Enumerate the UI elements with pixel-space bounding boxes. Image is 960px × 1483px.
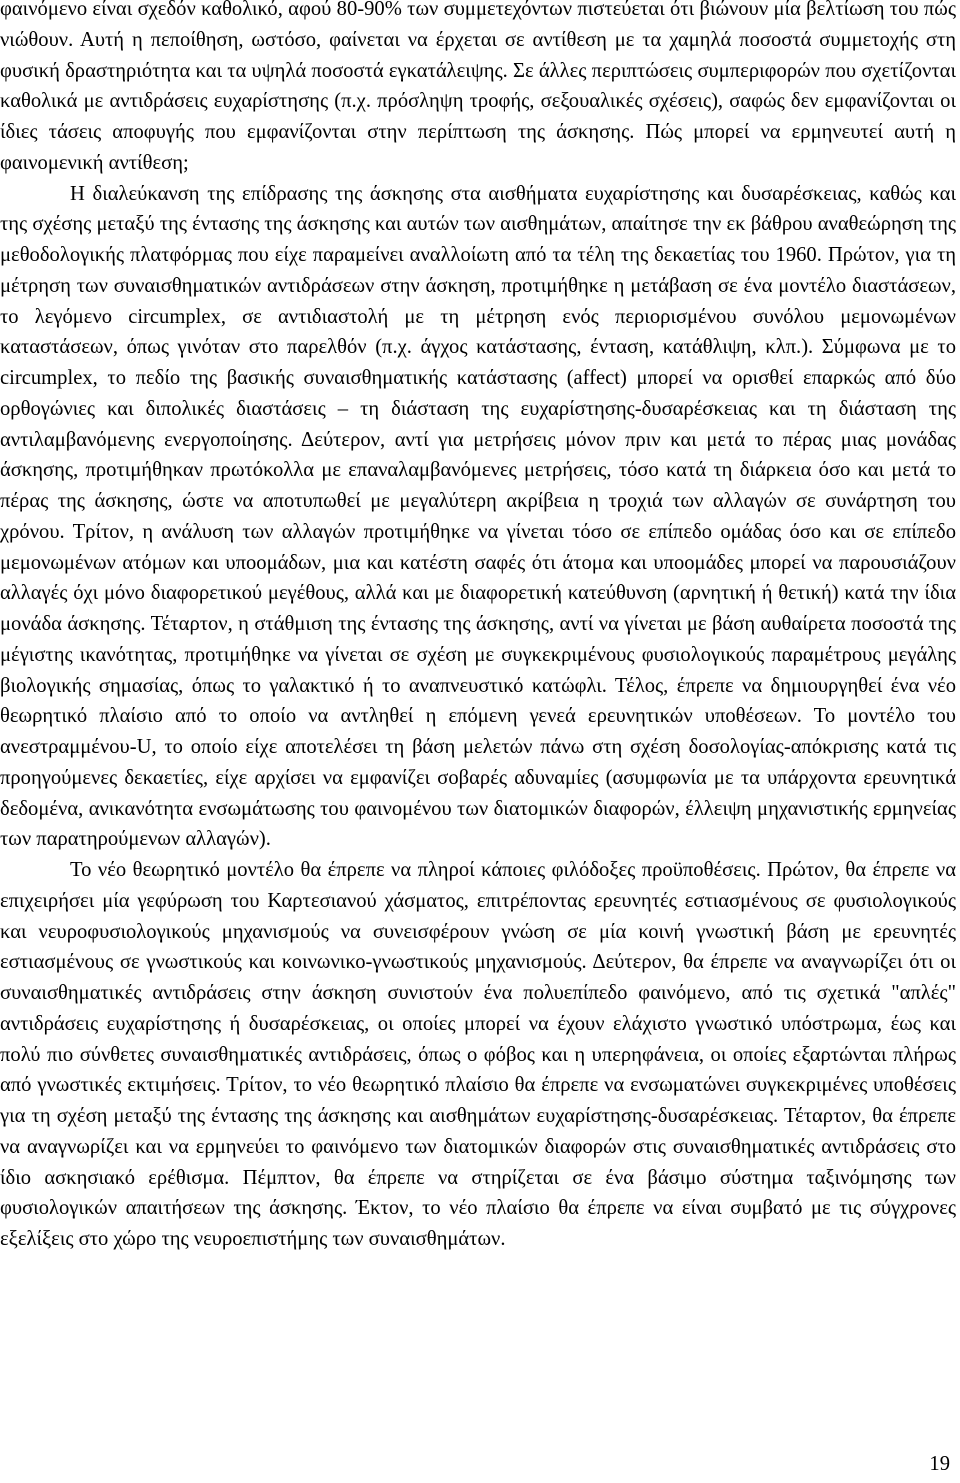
paragraph-2: Η διαλεύκανση της επίδρασης της άσκησης στα αισθήματα ευχαρίστησης και δυσαρέσκειας, καθώς και της σχέσης μεταξύ της έντασης της άσκησης και αυτών των αισθημάτων, απαίτησε την εκ βάθρου αναθεώρηση της μεθοδολογικής πλατφόρμας που είχε παραμείνει αναλλοίωτη από τα τέλη της δεκαετίας του 1960. Πρώτον, για τη μέτρηση των συναισθηματικών αντιδράσεων στην άσκηση, προτιμήθηκε η μετάβαση σε ένα μοντέλο διαστάσεων, το λεγόμενο circumplex, σε αντιδιαστολή με τη μέτρηση ενός περιορισμένου συνόλου μεμονωμένων καταστάσεων, όπως γινόταν στο παρελθόν (π.χ. άγχος κατάστασης, ένταση, κατάθλιψη, κλπ.). Σύμφωνα με το circumplex, το πεδίο της βασικής συναισθηματικής κατάστασης (affect) μπορεί να ορισθεί επαρκώς από δύο ορθογώνιες και διπολικές διαστάσεις – τη διάσταση της ευχαρίστησης-δυσαρέσκειας και τη διάσταση της αντιλαμβανόμενης ενεργοποίησης. Δεύτερον, αντί για μετρήσεις μόνον πριν και μετά το πέρας μιας μονάδας άσκησης, προτιμήθηκαν πρωτόκολλα με επαναλαμβανόμενες μετρήσεις, τόσο κατά τη διάρκεια όσο και μετά το πέρας της άσκησης, ώστε να αποτυπωθεί με μεγαλύτερη ακρίβεια η τροχιά των αλλαγών σε συνάρτηση του χρόνου. Τρίτον, η ανάλυση των αλλαγών προτιμήθηκε να γίνεται τόσο σε επίπεδο ομάδας όσο και σε επίπεδο μεμονωμένων ατόμων και υποομάδων, μια και κατέστη σαφές ότι άτομα και υποομάδες μπορεί να παρουσιάζουν αλλαγές όχι μόνο διαφορετικού μεγέθους, αλλά και με διαφορετική κατεύθυνση (αρνητική ή θετική) κατά την ίδια μονάδα άσκησης. Τέταρτον, η στάθμιση της έντασης της άσκησης, αντί να γίνεται με βάση αυθαίρετα ποσοστά της μέγιστης ικανότητας, προτιμήθηκε να γίνεται σε σχέση με συγκεκριμένους φυσιολογικούς παραμέτρους μεγάλης βιολογικής σημασίας, όπως το γαλακτικό ή το αναπνευστικό κατώφλι. Τέλος, έπρεπε να δημιουργηθεί ένα νέο θεωρητικό πλαίσιο από το οποίο να αντληθεί η επόμενη γενεά ερευνητικών υποθέσεων. Το μοντέλο του ανεστραμμένου-U, το οποίο είχε αποτελέσει τη βάση μελετών πάνω στη σχέση δοσολογίας-απόκρισης κατά τις προηγούμενες δεκαετίες, είχε αρχίσει να εμφανίζει σοβαρές αδυναμίες (ασυμφωνία με τα υπάρχοντα ερευνητικά δεδομένα, ανικανότητα ενσωμάτωσης του φαινομένου των διατομικών διαφορών, έλλειψη μηχανιστικής ερμηνείας των παρατηρούμενων αλλαγών). <box>0 182 956 851</box>
paragraph-3: Το νέο θεωρητικό μοντέλο θα έπρεπε να πληροί κάποιες φιλόδοξες προϋποθέσεις. Πρώτον, θα έπρεπε να επιχειρήσει μία γεφύρωση του Καρτεσιανού χάσματος, επιτρέποντας ερευνητές εστιασμένους σε φυσιολογικούς και νευροφυσιολογικούς μηχανισμούς να συνεισφέρουν γνώση σε μία κοινή γνωστική βάση με ερευνητές εστιασμένους σε γνωστικούς και κοινωνικο-γνωστικούς μηχανισμούς. Δεύτερον, θα έπρεπε να αναγνωρίζει ότι οι συναισθηματικές αντιδράσεις στην άσκηση συνιστούν ένα πολυεπίπεδο φαινόμενο, από τις σχετικά "απλές" αντιδράσεις ευχαρίστησης ή δυσαρέσκειας, οι οποίες μπορεί να έχουν ελάχιστο γνωστικό υπόστρωμα, έως και πολύ πιο σύνθετες συναισθηματικές αντιδράσεις, όπως ο φόβος και η υπερηφάνεια, οι οποίες εξαρτώνται πλήρως από γνωστικές εκτιμήσεις. Τρίτον, το νέο θεωρητικό πλαίσιο θα έπρεπε να ενσωματώνει συγκεκριμένες υποθέσεις για τη σχέση μεταξύ της έντασης της άσκησης και αισθημάτων ευχαρίστησης-δυσαρέσκειας. Τέταρτον, θα έπρεπε να αναγνωρίζει και να ερμηνεύει το φαινόμενο των διατομικών διαφορών στις συναισθηματικές αντιδράσεις στο ίδιο ασκησιακό ερέθισμα. Πέμπτον, θα έπρεπε να στηρίζεται σε ένα βάσιμο σύστημα ταξινόμησης των φυσιολογικών απαιτήσεων της άσκησης. Έκτον, το νέο πλαίσιο θα έπρεπε να είναι συμβατό με τις σύγχρονες εξελίξεις στο χώρο της νευροεπιστήμης των συναισθημάτων. <box>0 859 956 1250</box>
paragraph-1: φαινόμενο είναι σχεδόν καθολικό, αφού 80-90% των συμμετεχόντων πιστεύεται ότι βιώνουν μία βελτίωση του πώς νιώθουν. Αυτή η πεποίθηση, ωστόσο, φαίνεται να έρχεται σε αντίθεση με τα χαμηλά ποσοστά συμμετοχής στη φυσική δραστηριότητα και τα υψηλά ποσοστά εγκατάλειψης. Σε άλλες περιπτώσεις συμπεριφορών που σχετίζονται καθολικά με αντιδράσεις ευχαρίστησης (π.χ. πρόσληψη τροφής, σεξουαλικές σχέσεις), σαφώς δεν εμφανίζονται οι ίδιες τάσεις αποφυγής που εμφανίζονται στην περίπτωση της άσκησης. Πώς μπορεί να ερμηνευτεί αυτή η φαινομενική αντίθεση; <box>0 0 956 174</box>
page-number: 19 <box>929 1453 950 1475</box>
